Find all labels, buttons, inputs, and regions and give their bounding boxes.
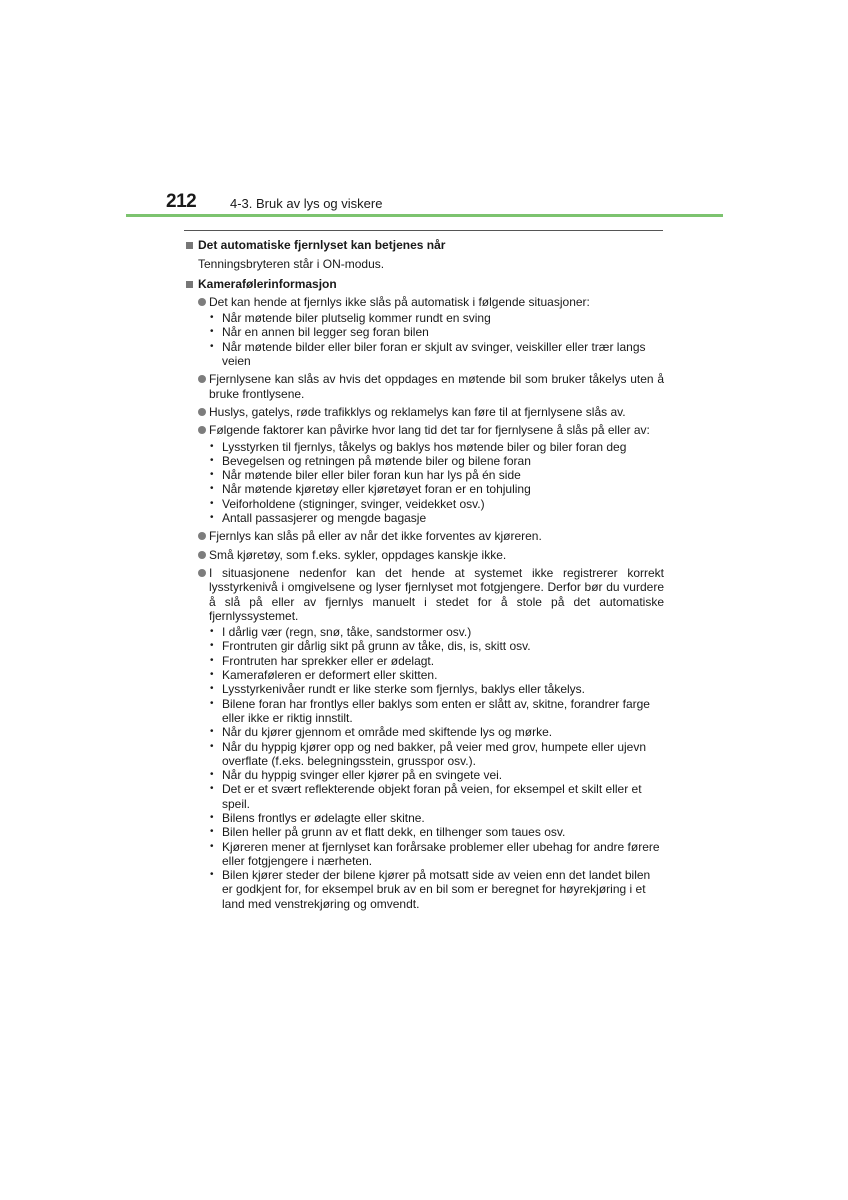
sub-item-text: Frontruten har sprekker eller er ødelagt.: [222, 653, 435, 668]
sub-item-text: Bilen kjører steder der bilene kjører på motsatt side av veien enn det landet bilen er godkjent for, for eksempel bruk av en bil som er beregnet for høyrekjøring i et land med venstrekjøring og omvendt.: [222, 868, 651, 911]
section-title: 4-3. Bruk av lys og viskere: [230, 196, 383, 211]
sub-item-text: Når du kjører gjennom et område med skiftende lys og mørke.: [222, 725, 553, 740]
dot-marker-icon: •: [210, 811, 214, 823]
section-heading: [186, 277, 664, 291]
dot-marker-icon: •: [210, 654, 214, 666]
sub-item-text: Når møtende kjøretøy eller kjøretøyet foran er en tohjuling: [222, 482, 531, 497]
sub-list-item: [210, 739, 664, 769]
bullet-paragraph: [186, 423, 664, 437]
dot-marker-icon: •: [210, 769, 214, 781]
bullet-paragraph: [186, 529, 664, 543]
bullet-text: Huslys, gatelys, røde trafikklys og reklamelys kan føre til at fjernlysene slås av.: [209, 404, 626, 419]
sub-item-text: Bilen heller på grunn av et flatt dekk, en tilhenger som taues osv.: [222, 825, 566, 840]
sub-list-item: [210, 782, 664, 811]
sub-list-item: [210, 468, 664, 483]
dot-marker-icon: •: [210, 726, 214, 738]
sub-item-text: Når møtende biler eller biler foran kun har lys på én side: [222, 468, 521, 483]
dot-marker-icon: •: [210, 669, 214, 681]
sub-list-item: [210, 511, 664, 526]
sub-list-item: [210, 682, 664, 697]
bullet-paragraph: [186, 548, 664, 562]
bullet-text: Fjernlys kan slås på eller av når det ikke forventes av kjøreren.: [209, 529, 542, 544]
sub-list-item: [210, 725, 664, 740]
sub-list-item: [210, 325, 664, 340]
bullet-paragraph: [186, 566, 664, 623]
sub-list-item: [210, 810, 664, 825]
dot-marker-icon: •: [210, 512, 214, 524]
sub-item-text: Når møtende bilder eller biler foran er skjult av svinger, veiskiller eller trær langs veien: [222, 339, 646, 369]
dot-marker-icon: •: [210, 340, 214, 352]
sub-item-text: Det er et svært reflekterende objekt foran på veien, for eksempel et skilt eller et speil.: [222, 782, 642, 811]
sub-item-text: Når du hyppig kjører opp og ned bakker, på veier med grov, humpete eller ujevn overflate (f.eks. belegningsstein, grusspor osv.).: [222, 739, 647, 768]
sub-item-text: Lysstyrkenivåer rundt er like sterke som fjernlys, baklys eller tåkelys.: [222, 682, 586, 697]
dot-marker-icon: •: [210, 697, 214, 709]
bullet-paragraph: [186, 295, 664, 309]
sub-item-text: Bilene foran har frontlys eller baklys som enten er slått av, skitne, forandrer farge eller ikke er riktig innstilt.: [222, 696, 650, 725]
section-heading-text: Det automatiske fjernlyset kan betjenes når: [198, 238, 446, 252]
sub-list-item: [210, 496, 664, 511]
round-bullet-icon: [198, 532, 206, 540]
sub-item-text: Når en annen bil legger seg foran bilen: [222, 325, 429, 340]
section-heading: [186, 238, 664, 252]
sub-list-item: [210, 453, 664, 468]
bullet-paragraph: [186, 405, 664, 419]
sub-item-text: Kameraføleren er deformert eller skitten.: [222, 668, 438, 683]
dot-marker-icon: •: [210, 783, 214, 795]
sub-list: [186, 311, 664, 368]
dot-marker-icon: •: [210, 826, 214, 838]
sub-list-item: [210, 482, 664, 497]
bullet-text: Små kjøretøy, som f.eks. sykler, oppdages kanskje ikke.: [209, 547, 507, 562]
dot-marker-icon: •: [210, 640, 214, 652]
round-bullet-icon: [198, 426, 206, 434]
sub-list-item: [210, 311, 664, 326]
section-text: Tenningsbryteren står i ON-modus.: [198, 257, 385, 272]
sub-list: [186, 440, 664, 526]
sub-list-item: [210, 768, 664, 783]
sub-list-item: [210, 839, 664, 869]
sub-item-text: Når du hyppig svinger eller kjører på en svingete vei.: [222, 768, 503, 783]
sub-item-text: Lysstyrken til fjernlys, tåkelys og baklys hos møtende biler og biler foran deg: [222, 439, 627, 454]
sub-list-item: [210, 639, 664, 654]
header-divider: [126, 214, 723, 217]
round-bullet-icon: [198, 569, 206, 577]
sub-list-item: [210, 668, 664, 683]
dot-marker-icon: •: [210, 312, 214, 324]
sub-item-text: Bevegelsen og retningen på møtende biler og bilene foran: [222, 453, 531, 468]
dot-marker-icon: •: [210, 840, 214, 852]
round-bullet-icon: [198, 375, 206, 383]
square-bullet-icon: [186, 281, 193, 288]
bullet-text: Fjernlysene kan slås av hvis det oppdages en møtende bil som bruker tåkelys uten å bruke frontlysene.: [209, 372, 664, 401]
page-header: [126, 190, 723, 218]
round-bullet-icon: [198, 551, 206, 559]
dot-marker-icon: •: [210, 440, 214, 452]
sub-item-text: Antall passasjerer og mengde bagasje: [222, 511, 427, 526]
sub-item-text: Veiforholdene (stigninger, svinger, veidekket osv.): [222, 496, 485, 511]
section-heading-text: Kamerafølerinformasjon: [198, 276, 337, 291]
sub-item-text: Når møtende biler plutselig kommer rundt en sving: [222, 311, 491, 326]
dot-marker-icon: •: [210, 497, 214, 509]
page-number: 212: [166, 191, 197, 212]
sub-item-text: Frontruten gir dårlig sikt på grunn av tåke, dis, is, skitt osv.: [222, 639, 531, 654]
page-content: [186, 238, 664, 911]
dot-marker-icon: •: [210, 869, 214, 881]
sub-list-item: [210, 439, 664, 454]
sub-list-item: [210, 339, 664, 369]
sub-list-item: [210, 696, 664, 726]
sub-item-text: Bilens frontlys er ødelagte eller skitne.: [222, 810, 425, 825]
sub-list-item: [210, 825, 664, 840]
dot-marker-icon: •: [210, 326, 214, 338]
sub-item-text: I dårlig vær (regn, snø, tåke, sandstormer osv.): [222, 625, 472, 640]
sub-list-item: [210, 868, 664, 911]
sub-list: [186, 625, 664, 911]
sub-list-item: [210, 653, 664, 668]
sub-item-text: Kjøreren mener at fjernlyset kan forårsake problemer eller ubehag for andre førere eller fotgjengere i nærheten.: [222, 839, 660, 868]
bullet-text: Det kan hende at fjernlys ikke slås på automatisk i følgende situasjoner:: [209, 294, 590, 309]
sub-list-item: [210, 625, 664, 640]
dot-marker-icon: •: [210, 483, 214, 495]
round-bullet-icon: [198, 408, 206, 416]
bullet-text: Følgende faktorer kan påvirke hvor lang tid det tar for fjernlysene å slås på eller av:: [209, 423, 650, 438]
dot-marker-icon: •: [210, 683, 214, 695]
content-divider: [184, 230, 663, 231]
square-bullet-icon: [186, 242, 193, 249]
dot-marker-icon: •: [210, 454, 214, 466]
dot-marker-icon: •: [210, 469, 214, 481]
dot-marker-icon: •: [210, 740, 214, 752]
bullet-text: I situasjonene nedenfor kan det hende at systemet ikke registrerer korrekt lysstyrkenivå i omgivelsene og lyser fjernlyset mot fotgjengere. Derfor bør du vurdere å slå på eller av fjernlys manuelt i stedet for å stole på det automatiske fjernlyssystemet.: [209, 565, 664, 623]
bullet-paragraph: [186, 372, 664, 401]
round-bullet-icon: [198, 298, 206, 306]
dot-marker-icon: •: [210, 626, 214, 638]
